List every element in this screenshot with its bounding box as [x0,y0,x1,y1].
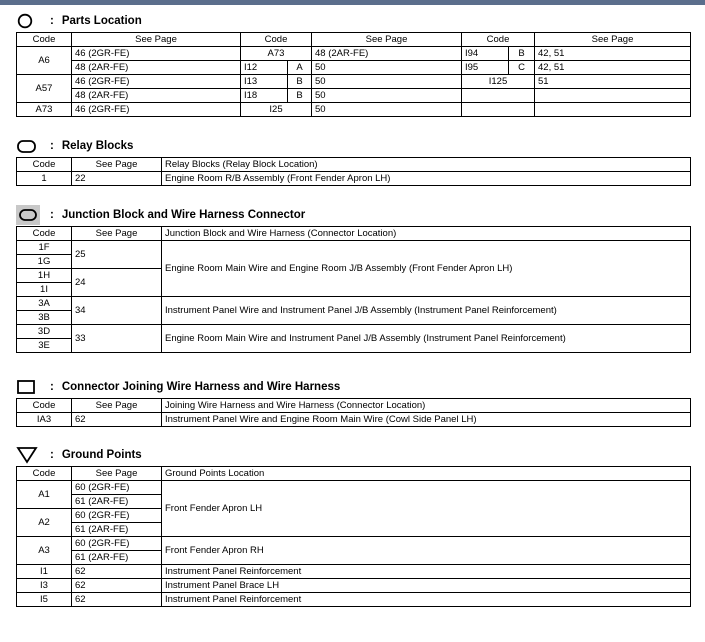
table-row: 61 (2AR-FE) [17,523,691,537]
table-header-row: Code See Page Joining Wire Harness and Wire Harness (Connector Location) [17,399,691,413]
table-row: 3B [17,311,691,325]
table-row: A57 46 (2GR-FE) I13 B 50 I125 51 [17,75,691,89]
table-row: A2 60 (2GR-FE) [17,509,691,523]
relay-blocks-table [16,157,691,186]
junction-block-section [16,204,690,353]
table-row: IA3 62 Instrument Panel Wire and Engine Room Main Wire (Cowl Side Panel LH) [17,413,691,427]
table-row: 1F 25 Engine Room Main Wire and Engine Room J/B Assembly (Front Fender Apron LH) [17,241,691,255]
triangle-down-icon [16,446,38,464]
relay-blocks-section [16,135,690,186]
circle-icon [16,13,34,29]
junction-block-title: Junction Block and Wire Harness Connector [61,209,306,221]
parts-location-title: Parts Location [61,15,142,27]
junction-block-table [16,226,691,353]
table-header-row: Code See Page Junction Block and Wire Harness (Connector Location) [17,227,691,241]
table-row: 1I [17,283,691,297]
table-row: A1 60 (2GR-FE) Front Fender Apron LH [17,481,691,495]
table-row: A73 46 (2GR-FE) I25 50 [17,103,691,117]
table-row: 48 (2AR-FE) I18 B 50 [17,89,691,103]
table-row: 3E [17,339,691,353]
ground-points-title: Ground Points [61,449,142,461]
top-border [0,0,705,5]
table-header-row: Code See Page Relay Blocks (Relay Block Location) [17,158,691,172]
table-row: I3 62 Instrument Panel Brace LH [17,579,691,593]
table-row: 48 (2AR-FE) I12 A 50 I95 C 42, 51 [17,61,691,75]
parts-location-section [16,10,690,117]
table-row: I5 62 Instrument Panel Reinforcement [17,593,691,607]
connector-joining-header: : Connector Joining Wire Harness and Wire Harness [16,376,690,398]
table-row: A3 60 (2GR-FE) Front Fender Apron RH [17,537,691,551]
connector-joining-section [16,376,690,427]
connector-joining-table [16,398,691,427]
parts-location-header: : Parts Location [16,10,690,32]
table-header-row: Code See Page Code See Page Code See Page [17,33,691,47]
parts-location-table [16,32,691,117]
junction-block-header: : Junction Block and Wire Harness Connector [16,204,690,226]
shaded-rounded-rectangle-icon [16,205,40,225]
table-row: A6 46 (2GR-FE) A73 48 (2AR-FE) I94 B 42, 51 [17,47,691,61]
table-row: 1G [17,255,691,269]
relay-blocks-title: Relay Blocks [61,140,134,152]
table-row: 3A 34 Instrument Panel Wire and Instrument Panel J/B Assembly (Instrument Panel Reinforcement) [17,297,691,311]
ground-points-header: : Ground Points [16,444,690,466]
rounded-rectangle-icon [16,138,38,154]
ground-points-table [16,466,691,607]
table-row: 61 (2AR-FE) [17,551,691,565]
table-row: I1 62 Instrument Panel Reinforcement [17,565,691,579]
ground-points-section [16,444,690,607]
relay-blocks-header: : Relay Blocks [16,135,690,157]
table-row: 1 22 Engine Room R/B Assembly (Front Fender Apron LH) [17,172,691,186]
table-header-row: Code See Page Ground Points Location [17,467,691,481]
table-row: 3D 33 Engine Room Main Wire and Instrument Panel J/B Assembly (Instrument Panel Reinforcement) [17,325,691,339]
table-row: 61 (2AR-FE) [17,495,691,509]
connector-joining-title: Connector Joining Wire Harness and Wire Harness [61,381,341,393]
table-row: 1H 24 [17,269,691,283]
square-icon [16,379,38,395]
